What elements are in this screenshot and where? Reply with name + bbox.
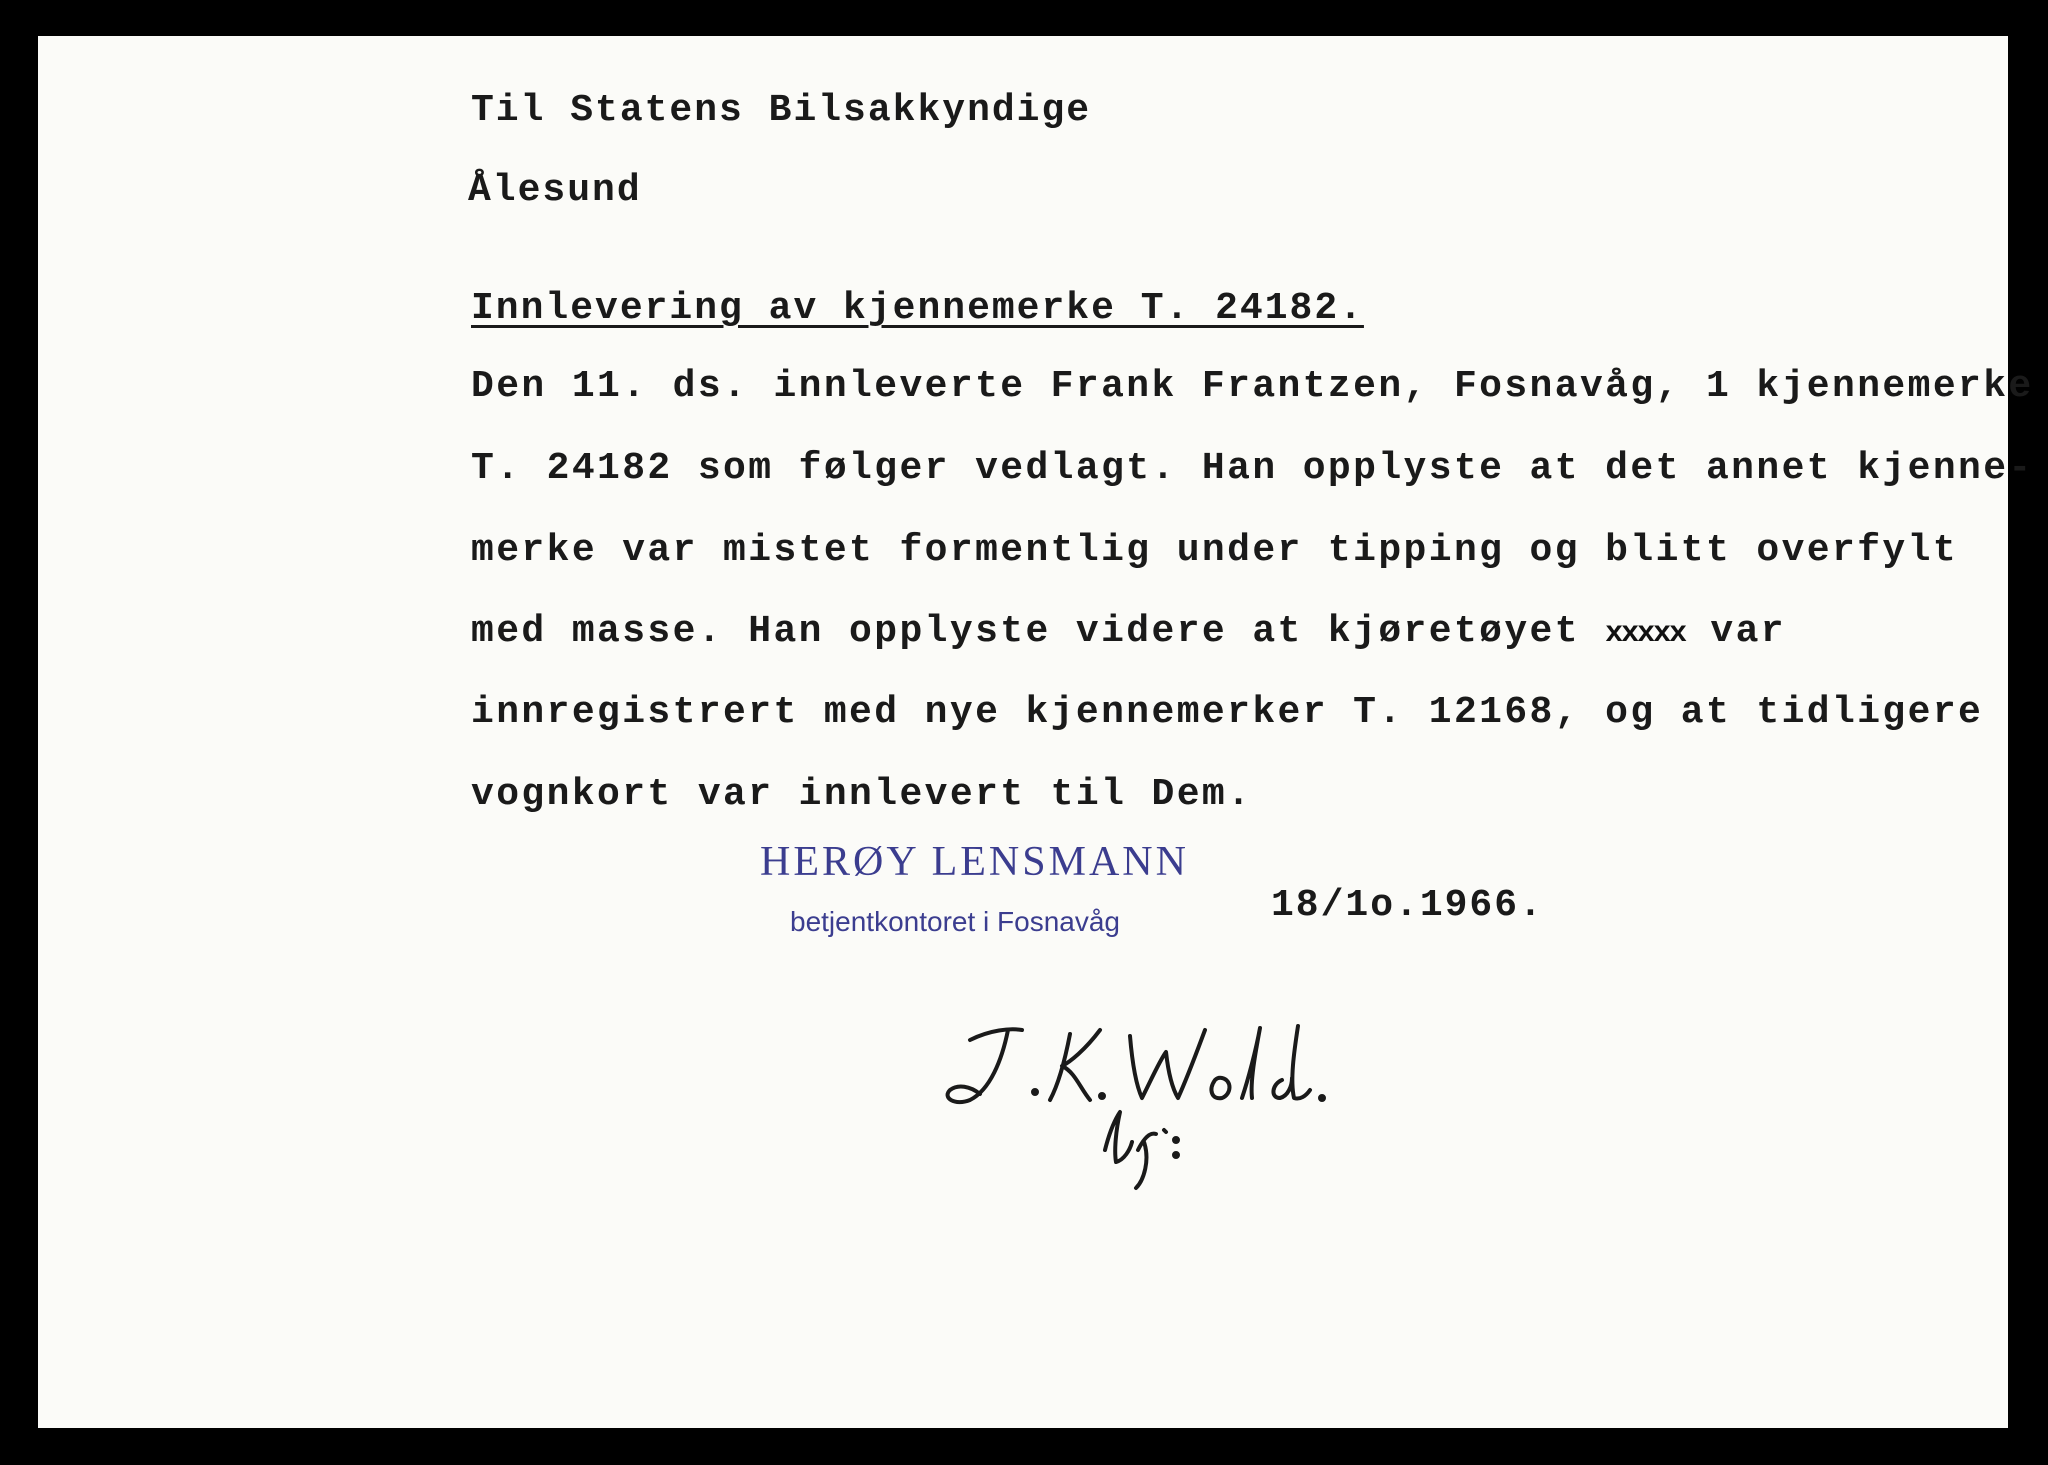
body-line-2: T. 24182 som følger vedlagt. Han opplyste at det annet kjenne- <box>471 447 2034 490</box>
body-line-4 <box>471 610 1787 653</box>
subject-line: Innlevering av kjennemerke T. 24182. <box>471 287 1364 330</box>
addressee: Til Statens Bilsakkyndige <box>471 89 1092 132</box>
body-line-4-end: var <box>1685 610 1787 653</box>
handwritten-signature <box>930 1000 1350 1200</box>
city: Ålesund <box>468 169 642 212</box>
body-line-3: merke var mistet formentlig under tipping og blitt overfylt <box>471 529 1959 572</box>
letter-date: 18/1o.1966. <box>1271 884 1544 927</box>
stamp-title: HERØY LENSMANN <box>760 839 1189 885</box>
body-line-1: Den 11. ds. innleverte Frank Frantzen, Fosnavåg, 1 kjennemerke <box>471 365 2034 408</box>
body-line-6: vognkort var innlevert til Dem. <box>471 773 1253 816</box>
body-line-5: innregistrert med nye kjennemerker T. 12168, og at tidligere <box>471 691 1984 734</box>
stamp-subtitle: betjentkontoret i Fosnavåg <box>790 906 1120 937</box>
body-line-4-start: med masse. Han opplyste videre at kjøretøyet <box>471 610 1606 653</box>
struck-out-word: xxxxx <box>1605 617 1686 651</box>
